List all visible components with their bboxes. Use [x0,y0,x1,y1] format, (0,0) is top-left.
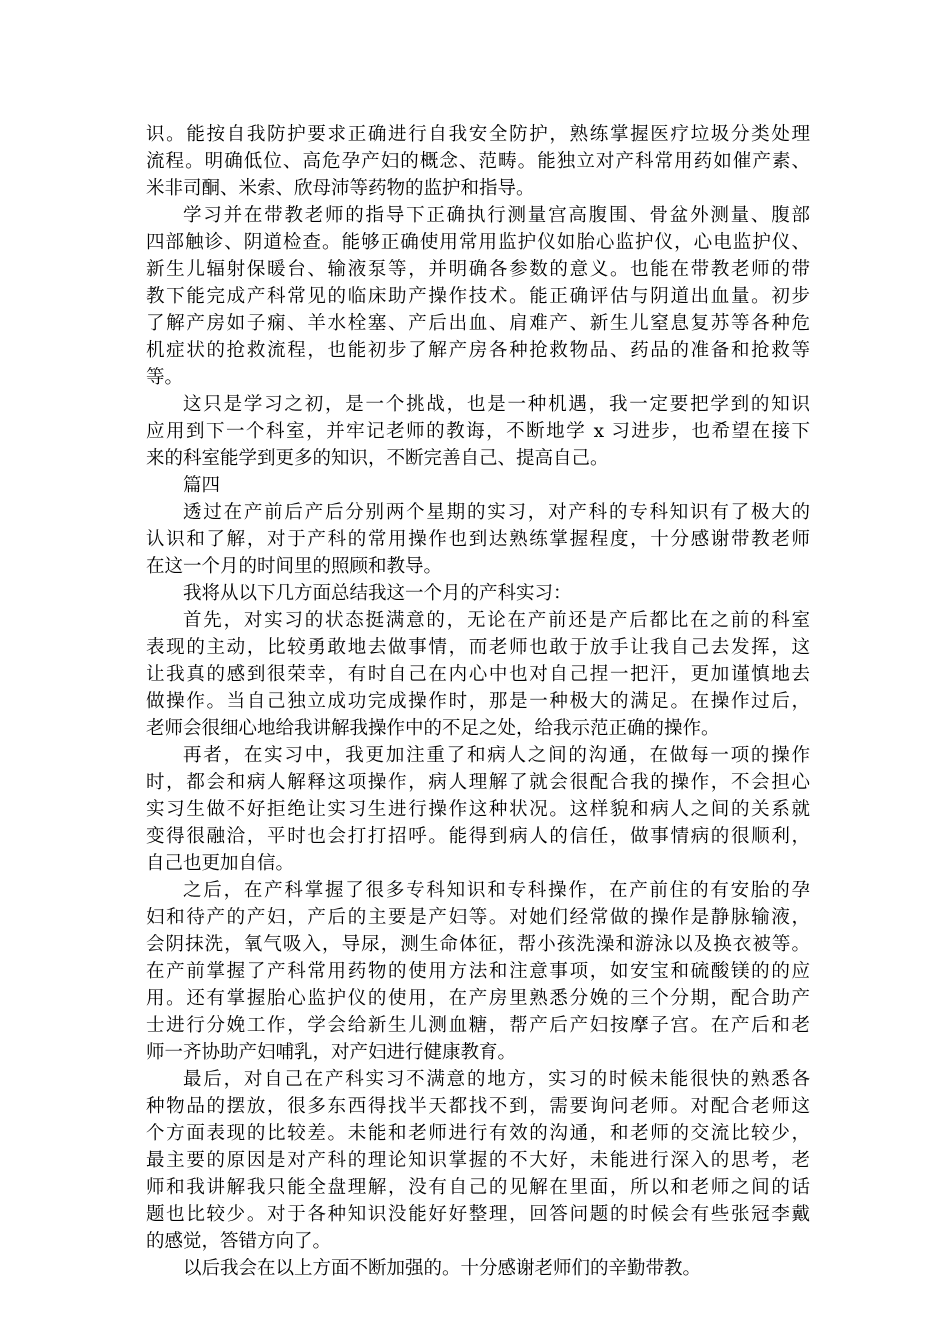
text-line: 首先，对实习的状态挺满意的，无论在产前还是产后都比在之前的科室 [183,610,810,631]
text-line: 师和我讲解我只能全盘理解，没有自己的见解在里面，所以和老师之间的话 [146,1177,810,1198]
text-line: 在产前掌握了产科常用药物的使用方法和注意事项，如安宝和硫酸镁的的应 [146,961,810,982]
text-line: 自己也更加自信。 [146,853,295,874]
text-line: 应用到下一个科室，并牢记老师的教诲，不断地学 x 习进步，也希望在接下 [146,421,810,442]
text-line: 种物品的摆放，很多东西得找半天都找不到，需要询问老师。对配合老师这 [146,1096,810,1117]
paragraph [146,202,810,391]
paragraph [146,391,810,472]
text-line: 变得很融洽，平时也会打打招呼。能得到病人的信任，做事情病的很顺利， [146,826,810,847]
text-line: 让我真的感到很荣幸，有时自己在内心中也对自己捏一把汗，更加谨慎地去 [146,664,810,685]
text-line: 之后，在产科掌握了很多专科知识和专科操作，在产前住的有安胎的孕 [183,880,810,901]
text-line: 的感觉，答错方向了。 [146,1231,332,1252]
text-line: 机症状的抢救流程，也能初步了解产房各种抢救物品、药品的准备和抢救等 [146,340,810,361]
text-line: 来的科室能学到更多的知识，不断完善自己、提高自己。 [146,448,609,469]
text-line: 在这一个月的时间里的照顾和教导。 [146,556,443,577]
text-line: 了解产房如子痫、羊水栓塞、产后出血、肩难产、新生儿窒息复苏等各种危 [146,313,810,334]
document-page [146,121,810,1282]
paragraph [146,742,810,877]
text-line: 实习生做不好拒绝让实习生进行操作这种状况。这样貌和病人之间的关系就 [146,799,810,820]
text-line: 用。还有掌握胎心监护仪的使用，在产房里熟悉分娩的三个分期，配合助产 [146,988,810,1009]
text-line: 透过在产前后产后分别两个星期的实习，对产科的专科知识有了极大的 [183,502,810,523]
text-line: 师一齐协助产妇哺乳，对产妇进行健康教育。 [146,1042,517,1063]
text-line: 以后我会在以上方面不断加强的。十分感谢老师们的辛勤带教。 [183,1258,702,1279]
text-line: 表现的主动，比较勇敢地去做事情，而老师也敢于放手让我自己去发挥，这 [146,637,810,658]
text-line: 学习并在带教老师的指导下正确执行测量宫高腹围、骨盆外测量、腹部 [183,205,810,226]
text-line: 这只是学习之初，是一个挑战，也是一种机遇，我一定要把学到的知识 [183,394,810,415]
paragraph [146,1066,810,1255]
text-line: 最主要的原因是对产科的理论知识掌握的不大好，未能进行深入的思考，老 [146,1150,810,1171]
text-line: 认识和了解，对于产科的常用操作也到达熟练掌握程度，十分感谢带教老师 [146,529,810,550]
text-line: 米非司酮、米索、欣母沛等药物的监护和指导。 [146,178,535,199]
text-line: 识。能按自我防护要求正确进行自我安全防护，熟练掌握医疗垃圾分类处理 [146,124,810,145]
text-line: 时，都会和病人解释这项操作，病人理解了就会很配合我的操作，不会担心 [146,772,810,793]
text-line: 士进行分娩工作，学会给新生儿测血糖，帮产后产妇按摩子宫。在产后和老 [146,1015,810,1036]
section-title: 篇四 [183,475,221,496]
section-heading [146,472,810,499]
text-line: 老师会很细心地给我讲解我操作中的不足之处，给我示范正确的操作。 [146,718,720,739]
text-line: 做操作。当自己独立成功完成操作时，那是一种极大的满足。在操作过后， [146,691,810,712]
text-line: 最后，对自己在产科实习不满意的地方，实习的时候未能很快的熟悉各 [183,1069,810,1090]
paragraph [146,607,810,742]
text-line: 我将从以下几方面总结我这一个月的产科实习： [183,583,572,604]
text-line: 新生儿辐射保暖台、输液泵等，并明确各参数的意义。也能在带教老师的带 [146,259,810,280]
text-line: 会阴抹洗，氧气吸入，导尿，测生命体征，帮小孩洗澡和游泳以及换衣被等。 [146,934,810,955]
text-line: 教下能完成产科常见的临床助产操作技术。能正确评估与阴道出血量。初步 [146,286,810,307]
text-line: 妇和待产的产妇，产后的主要是产妇等。对她们经常做的操作是静脉输液， [146,907,810,928]
text-line: 再者，在实习中，我更加注重了和病人之间的沟通，在做每一项的操作 [183,745,810,766]
paragraph [146,1255,810,1282]
text-line: 题也比较少。对于各种知识没能好好整理，回答问题的时候会有些张冠李戴 [146,1204,810,1225]
text-line: 等。 [146,367,184,388]
paragraph [146,580,810,607]
paragraph [146,877,810,1066]
text-line: 四部触诊、阴道检查。能够正确使用常用监护仪如胎心监护仪，心电监护仪、 [146,232,810,253]
paragraph [146,121,810,202]
paragraph [146,499,810,580]
text-line: 个方面表现的比较差。未能和老师进行有效的沟通，和老师的交流比较少， [146,1123,810,1144]
text-line: 流程。明确低位、高危孕产妇的概念、范畴。能独立对产科常用药如催产素、 [146,151,810,172]
